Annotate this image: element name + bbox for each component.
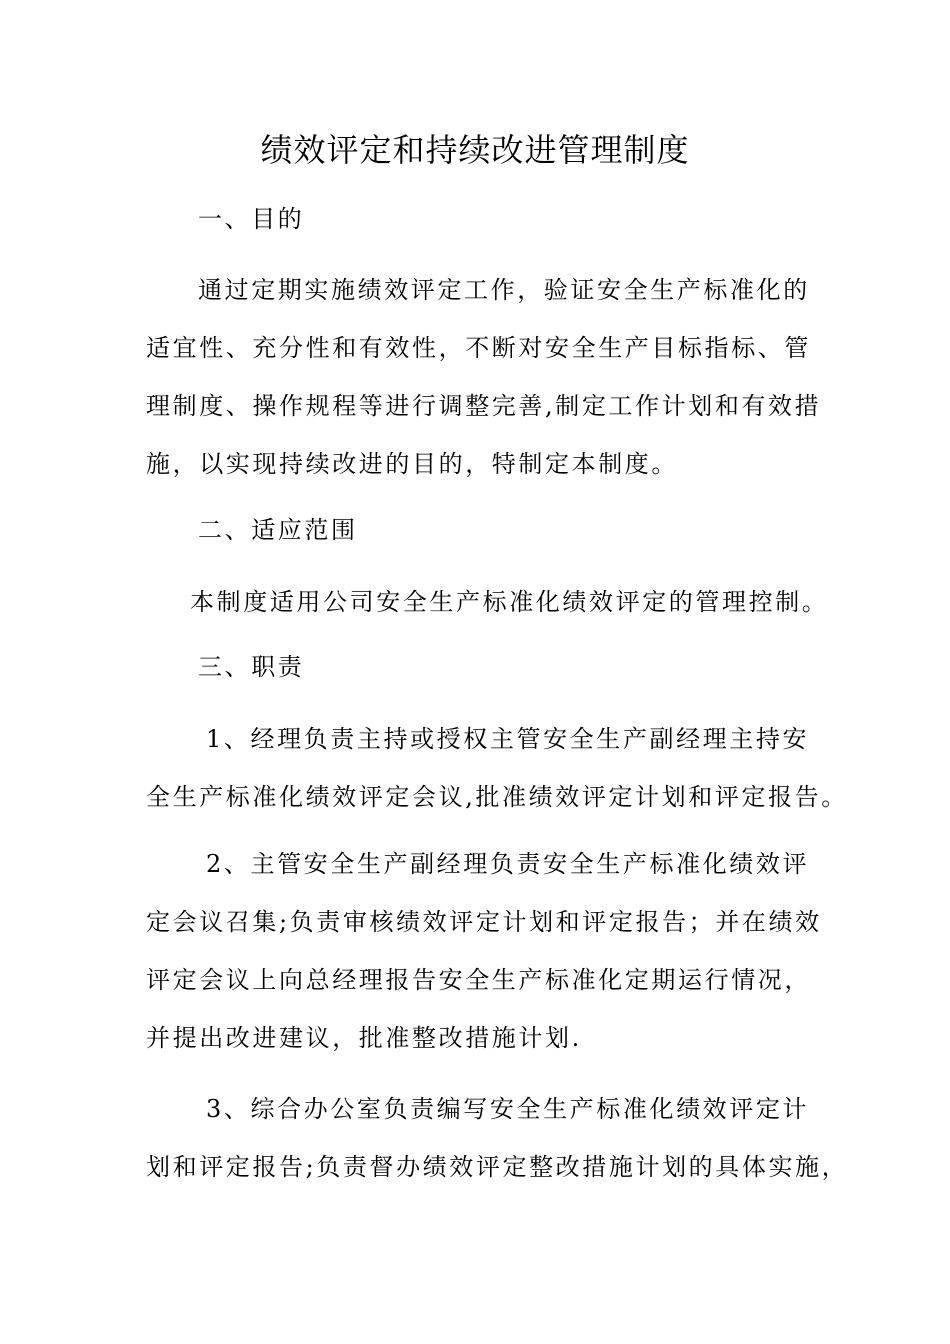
responsibility-2-line-1: 2、主管安全生产副经理负责安全生产标准化绩效评 xyxy=(206,850,810,878)
responsibility-1-line-1: 1、经理负责主持或授权主管安全生产副经理主持安 xyxy=(206,725,810,753)
purpose-text-line-2: 适宜性、充分性和有效性，不断对安全生产目标指标、管 xyxy=(146,334,811,362)
section-heading-scope: 二、适应范围 xyxy=(198,516,358,544)
section-heading-purpose: 一、目的 xyxy=(198,205,305,233)
responsibility-2-line-2: 定会议召集;负责审核绩效评定计划和评定报告；并在绩效 xyxy=(146,908,822,936)
document-title: 绩效评定和持续改进管理制度 xyxy=(260,131,690,169)
responsibility-2-line-4: 并提出改进建议，批准整改措施计划. xyxy=(146,1024,582,1052)
scope-text-line-1: 本制度适用公司安全生产标准化绩效评定的管理控制。 xyxy=(190,588,829,616)
responsibility-3-line-2: 划和评定报告;负责督办绩效评定整改措施计划的具体实施， xyxy=(146,1153,849,1181)
purpose-text-line-1: 通过定期实施绩效评定工作，验证安全生产标准化的 xyxy=(198,276,810,304)
responsibility-1-line-2: 全生产标准化绩效评定会议,批准绩效评定计划和评定报告。 xyxy=(146,783,848,811)
responsibility-3-line-1: 3、综合办公室负责编写安全生产标准化绩效评定计 xyxy=(206,1095,810,1123)
responsibility-2-line-3: 评定会议上向总经理报告安全生产标准化定期运行情况， xyxy=(146,966,811,994)
section-heading-responsibilities: 三、职责 xyxy=(198,653,305,681)
purpose-text-line-3: 理制度、操作规程等进行调整完善,制定工作计划和有效措 xyxy=(146,392,822,420)
purpose-text-line-4: 施，以实现持续改进的目的，特制定本制度。 xyxy=(146,450,678,478)
